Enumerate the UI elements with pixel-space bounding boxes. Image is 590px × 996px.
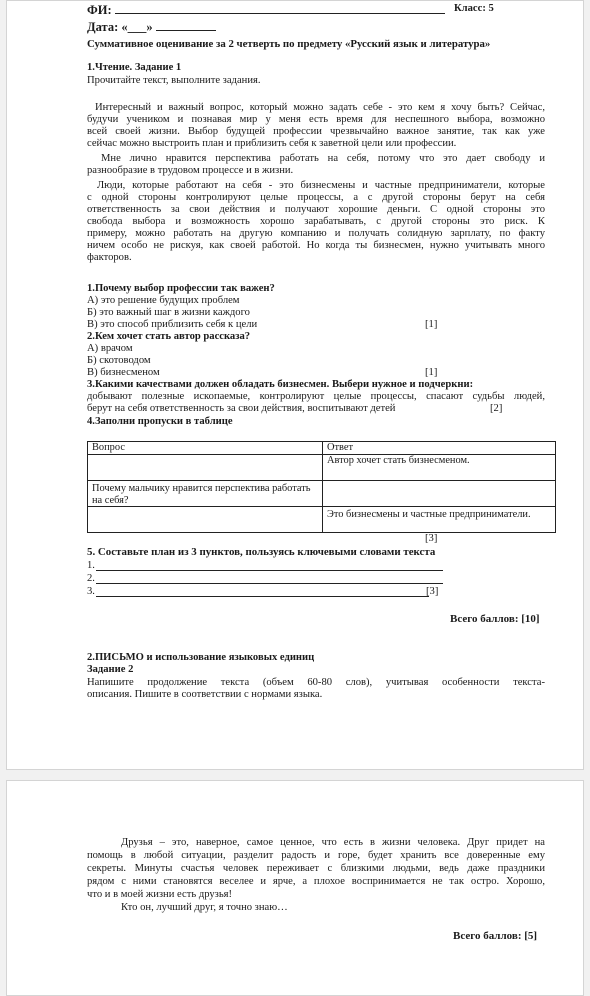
text-line: свобода выбора и возможность хорошо зарабатывать, с другой стороны это риск. К (87, 216, 545, 227)
table-cell-blank[interactable] (323, 481, 556, 507)
friends-text-line: секреты. Минуты счастья человек переживает с близкими людьми, ведь даже праздники (87, 863, 545, 874)
date-row (87, 20, 216, 33)
task-2-total: Всего баллов: [5] (453, 930, 538, 942)
table-cell-answer: Это бизнесмены и частные предприниматели. (323, 507, 556, 533)
answer-rule (96, 570, 443, 571)
writing-heading: 2.ПИСЬМО и использование языковых единиц (87, 652, 315, 663)
reading-instruction: Прочитайте текст, выполните задания. (87, 75, 261, 86)
question-4: 4.Заполни пропуски в таблице (87, 416, 233, 427)
q1-option-c[interactable]: В) это способ приблизить себя к цели (87, 319, 258, 330)
text-line: разнообразие в трудовом процессе и в жизни. (87, 165, 294, 176)
text-line: сейчас можно выстроить план и приблизить себя к заветной цели или профессии. (87, 138, 457, 149)
question-1: 1.Почему выбор профессии так важен? (87, 283, 275, 294)
fio-label: ФИ: (87, 3, 112, 17)
text-line: Интересный и важный вопрос, который можно задать себе - это кем я хочу быть? Сейчас, (95, 102, 545, 113)
text-line: факторов. (87, 252, 132, 263)
text-line: будучи учеником и познавая мир у меня есть время для неспешного выбора, возможно (87, 114, 545, 125)
assessment-title: Суммативное оценивание за 2 четверть по предмету «Русский язык и литература» (87, 38, 491, 50)
class-label: Класс: 5 (454, 3, 494, 14)
friends-text-line: рядом с ними становятся веселее и ярче, а плохое воспринимается не так остро. Хорошо, (87, 876, 545, 887)
answer-rule (96, 596, 429, 597)
text-line: Мне лично нравится перспектива работать на себя, потому что это дает свободу и (101, 153, 545, 164)
q3-choices-line-1[interactable]: добывают полезные ископаемые, контролируют целые процессы, спасают судьбы людей, (87, 391, 545, 402)
plan-item-1[interactable] (87, 560, 95, 571)
reading-heading: 1.Чтение. Задание 1 (87, 62, 182, 73)
question-3: 3.Какими качествами должен обладать бизнесмен. Выбери нужное и подчеркни: (87, 379, 474, 390)
q2-option-a[interactable]: А) врачом (87, 343, 133, 354)
q2-score: [1] (425, 367, 438, 378)
answer-rule (96, 583, 443, 584)
text-line: с одной стороны контролируют целые процессы, а с другой стороны берут на себя (87, 192, 545, 203)
worksheet-page-2 (6, 780, 584, 996)
question-2: 2.Кем хочет стать автор рассказа? (87, 331, 251, 342)
fio-blank[interactable] (115, 3, 445, 14)
text-line: ничем особо не рискуя, как своей работой. Но когда ты бизнесмен, нужно учитывать много (87, 240, 545, 251)
worksheet-page-1 (6, 0, 584, 770)
writing-instruction-2: описания. Пишите в соответствии с нормами языка. (87, 689, 323, 700)
plan-item-3[interactable] (87, 586, 95, 597)
friends-text-line: помощь в любой ситуации, разделит радость и горе, будет хранить все доверенные ему (87, 850, 545, 861)
date-blank[interactable] (156, 20, 216, 31)
fio-row (87, 3, 445, 16)
table-cell-blank[interactable] (88, 507, 323, 533)
q1-option-a[interactable]: А) это решение будущих проблем (87, 295, 240, 306)
plan-number: 3. (87, 586, 95, 597)
plan-item-2[interactable] (87, 573, 95, 584)
table-header-question: Вопрос (88, 442, 323, 455)
table-cell-question: Почему мальчику нравится перспектива работать на себя? (88, 481, 323, 507)
friends-text-line: Кто он, лучший друг, я точно знаю… (121, 902, 288, 913)
plan-number: 2. (87, 573, 95, 584)
q1-score: [1] (425, 319, 438, 330)
friends-text-line: Друзья – это, наверное, самое ценное, что есть в жизни человека. Друг придет на (121, 837, 545, 848)
q3-choices-line-2[interactable]: берут на себя ответственность за свои действия, воспитывают детей (87, 403, 396, 414)
plan-number: 1. (87, 560, 95, 571)
q3-score: [2] (490, 403, 503, 414)
table-cell-answer: Автор хочет стать бизнесменом. (323, 455, 556, 481)
q2-option-c[interactable]: В) бизнесменом (87, 367, 160, 378)
text-line: всей своей жизни. Выбор будущей профессии чрезвычайно важное занятие, так как уже (87, 126, 545, 137)
writing-task: Задание 2 (87, 664, 134, 675)
friends-text-line: что и в моей жизни есть друзья! (87, 889, 233, 900)
text-line: ответственность за свои действия и получают хорошие деньги. С одной стороны это (87, 204, 545, 215)
task-1-total: Всего баллов: [10] (450, 613, 540, 625)
text-line: примеру, можно работать на другую компанию и получать солидную зарплату, по факту (87, 228, 545, 239)
table-cell-blank[interactable] (88, 455, 323, 481)
question-5: 5. Составьте план из 3 пунктов, пользуясь ключевыми словами текста (87, 546, 436, 558)
q1-option-b[interactable]: Б) это важный шаг в жизни каждого (87, 307, 250, 318)
q4-score: [3] (425, 533, 438, 544)
fill-in-table (87, 441, 556, 533)
date-label: Дата: «___» (87, 20, 153, 34)
table-header-answer: Ответ (323, 442, 556, 455)
q5-score: [3] (426, 586, 439, 597)
text-line: Люди, которые работают на себя - это бизнесмены и частные предприниматели, которые (97, 180, 545, 191)
q2-option-b[interactable]: Б) скотоводом (87, 355, 151, 366)
writing-instruction-1: Напишите продолжение текста (объем 60-80 слов), учитывая особенности текста- (87, 677, 545, 688)
